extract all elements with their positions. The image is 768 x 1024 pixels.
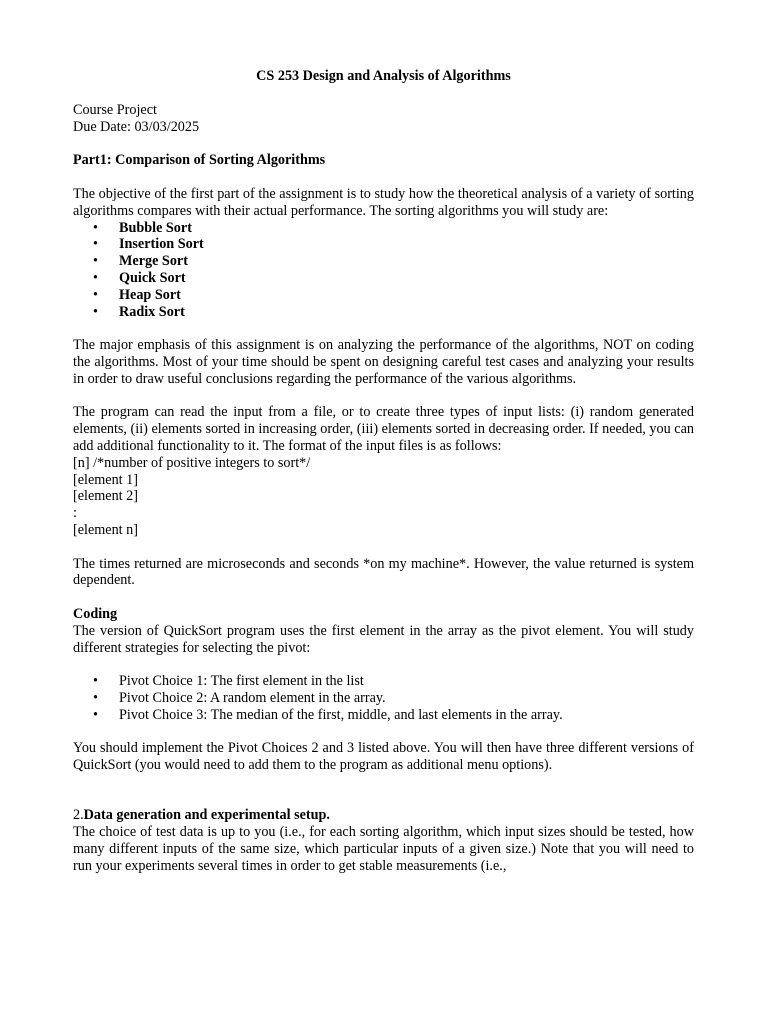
emphasis-paragraph: The major emphasis of this assignment is on analyzing the performance of the algorithms, NOT on coding the algorithms. Most of your time should be spent on designing careful test cases and analyzing your results in order to draw useful conclusions regarding the performance of the various algorithms. bbox=[73, 337, 694, 387]
algorithm-name: Quick Sort bbox=[119, 269, 186, 286]
intro-paragraph: The objective of the first part of the assignment is to study how the theoretical analysis of a variety of sorting algorithms compares with their actual performance. The sorting algorithms you will study are: bbox=[73, 185, 694, 219]
bullet-icon: • bbox=[93, 236, 98, 253]
pivot-choice: Pivot Choice 2: A random element in the array. bbox=[119, 689, 386, 706]
list-item bbox=[73, 304, 694, 321]
bullet-icon: • bbox=[93, 219, 98, 236]
coding-paragraph: The version of QuickSort program uses the first element in the array as the pivot element. You will study different strategies for selecting the pivot: bbox=[73, 622, 694, 656]
list-item bbox=[73, 690, 694, 707]
part1-heading: Part1: Comparison of Sorting Algorithms bbox=[73, 152, 326, 169]
input-paragraph: The program can read the input from a file, or to create three types of input lists: (i) random generated elements, (ii) elements sorted in increasing order, (iii) elements sorted in decreasing order. If needed, you can add additional functionality to it. The format of the input files is as follows: bbox=[73, 404, 694, 454]
bullet-icon: • bbox=[93, 286, 98, 303]
list-item bbox=[73, 270, 694, 287]
section2-title: Data generation and experimental setup. bbox=[83, 807, 330, 824]
course-line: Course Project bbox=[73, 102, 157, 118]
algorithm-name: Merge Sort bbox=[119, 253, 188, 270]
format-line: [element 1] bbox=[73, 471, 138, 488]
list-item bbox=[73, 253, 694, 270]
algorithm-name: Heap Sort bbox=[119, 286, 181, 303]
pivot-choice: Pivot Choice 3: The median of the first, middle, and last elements in the array. bbox=[119, 706, 563, 723]
list-item bbox=[73, 707, 694, 724]
bullet-icon: • bbox=[93, 303, 98, 320]
bullet-icon: • bbox=[93, 706, 98, 723]
format-line: [element 2] bbox=[73, 488, 138, 505]
list-item bbox=[73, 236, 694, 253]
document-title: CS 253 Design and Analysis of Algorithms bbox=[256, 68, 511, 84]
format-line: : bbox=[73, 505, 77, 522]
format-line: [n] /*number of positive integers to sort*/ bbox=[73, 454, 311, 471]
algorithm-name: Radix Sort bbox=[119, 303, 185, 320]
coding-heading: Coding bbox=[73, 605, 118, 622]
section2-paragraph: The choice of test data is up to you (i.e., for each sorting algorithm, which input sizes should be tested, how many different inputs of the same size, which particular inputs of a given size.) Note that you will need to run your experiments several times in order to get stable measurements (i.e., bbox=[73, 824, 694, 874]
times-paragraph: The times returned are microseconds and seconds *on my machine*. However, the value returned is system dependent. bbox=[73, 555, 694, 589]
section2-heading bbox=[73, 807, 694, 824]
pivot-choice-list bbox=[73, 673, 694, 723]
list-item bbox=[73, 220, 694, 237]
format-line: [element n] bbox=[73, 521, 138, 538]
document-page bbox=[73, 68, 694, 875]
algorithm-name: Insertion Sort bbox=[119, 236, 204, 253]
bullet-icon: • bbox=[93, 673, 98, 690]
algorithm-list bbox=[73, 220, 694, 321]
bullet-icon: • bbox=[93, 269, 98, 286]
implement-paragraph: You should implement the Pivot Choices 2 and 3 listed above. You will then have three different versions of QuickSort (you would need to add them to the program as additional menu options). bbox=[73, 740, 694, 774]
bullet-icon: • bbox=[93, 689, 98, 706]
section2-number: 2. bbox=[73, 807, 84, 824]
algorithm-name: Bubble Sort bbox=[119, 219, 192, 236]
pivot-choice: Pivot Choice 1: The first element in the list bbox=[119, 673, 364, 690]
due-date-line: Due Date: 03/03/2025 bbox=[73, 118, 200, 135]
bullet-icon: • bbox=[93, 253, 98, 270]
list-item bbox=[73, 287, 694, 304]
list-item bbox=[73, 673, 694, 690]
